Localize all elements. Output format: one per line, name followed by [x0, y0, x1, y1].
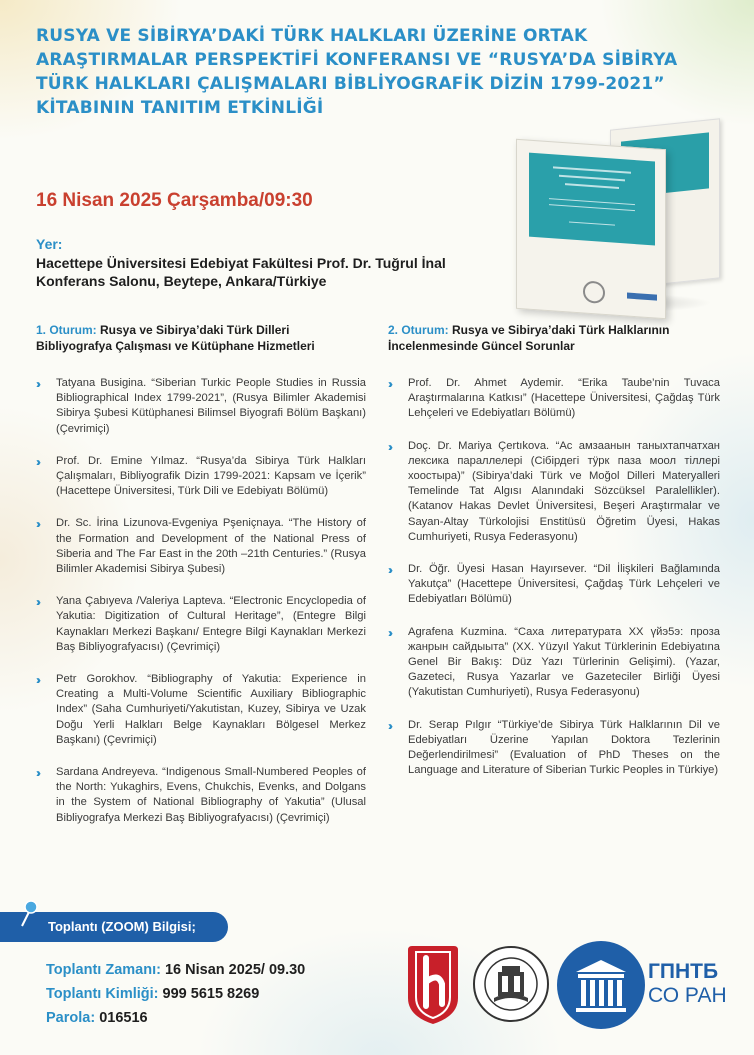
- list-item: ›› Doç. Dr. Mariya Çertıkova. “Ас амзаанын таныхтапчатхан лексика параллелерi (Сiбiрдегi тӱрк паза моол тiллерi хоостыра)” (Sibirya’daki Türk ve Moğol Dilleri Materyalleri Temelinde Tat Algısı Alanındaki Sözcüksel Paralellikler). (Katanov Hakas Devlet Üniversitesi, Beşeri Araştırmalar ve Sayan-Altay Türkolojisi Enstitüsü Öğretim Üyesi, Hakas Cumhuriyeti, Rusya Federasyonu): [388, 439, 720, 543]
- session-1: [36, 322, 366, 843]
- session-1-title: Rusya ve Sibirya’daki Türk Dilleri Bibliyografya Çalışması ve Kütüphane Hizmetleri: [36, 323, 315, 353]
- gpntb-line-1: ГПНТБ: [648, 960, 719, 983]
- meeting-id-label: Toplantı Kimliği:: [46, 986, 159, 1002]
- pushpin-icon: [18, 900, 40, 928]
- event-date: 16 Nisan 2025 Çarşamba/09:30: [36, 190, 313, 211]
- list-item: ›› Dr. Sc. İrina Lizunova-Evgeniya Pşeniçnaya. “The History of the Formation and Development of the National Press of Siberia and The Far East in the 20th –21th Centuries.” (Rusya Bilimler Akademisi Sibirya Şubesi): [36, 517, 366, 576]
- gpntb-line-2: СО РАН: [648, 984, 727, 1007]
- hacettepe-logo: [404, 942, 462, 1026]
- list-item: ›› Tatyana Busigina. “Siberian Turkic People Studies in Russia Bibliographical Index 1799-2021”, (Rusya Bilimler Akademisi Sibirya Şubesi Kütüphanesi Bilimsel Biyografi Bölüm Başkanı) (Çevrimiçi): [36, 377, 366, 435]
- list-item: ›› Prof. Dr. Emine Yılmaz. “Rusya’da Sibirya Türk Halkları Çalışmaları, Bibliyografik Dizin 1799-2021: Kapsam ve İçerik” (Hacettepe Üniversitesi, Türk Dili ve Edebiyatı Bölümü): [36, 454, 366, 498]
- chevron-right-icon: ››: [388, 377, 390, 391]
- session-2-heading: [388, 322, 720, 354]
- list-item: ›› Petr Gorokhov. “Bibliography of Yakutia: Experience in Creating a Multi-Volume Scientific Auxiliary Bibliographic Index” (Saha Cumhuriyeti/Yakutistan, Kuzey, Sibirya ve Uzak Doğu Yerli Halkları Belge Kaynakları Bölgesel Merkez Başkanı) (Çevrimiçi): [36, 673, 366, 746]
- session-2-label: 2. Oturum:: [388, 323, 449, 337]
- chevron-right-icon: ››: [36, 454, 38, 469]
- chevron-right-icon: ››: [388, 625, 390, 640]
- chevron-right-icon: ››: [36, 595, 38, 610]
- chevron-right-icon: ››: [36, 766, 38, 781]
- meeting-time-label: Toplantı Zamanı:: [46, 962, 161, 978]
- list-item: ›› Agrafena Kuzmina. “Саха литературата XX үйэ5э: проза жанрын сайдыыта” (XX. Yüzyıl Yakut Türklerinin Edebiyatına Genel Bir Bakış: Düz Yazı Türlerinin Gelişimi). (Yazar, Gazeteci, Rusya Yazarlar ve Gazeteciler Birliği Üyesi (Yakutistan Cumhuriyeti), Rusya Federasyonu): [388, 625, 720, 699]
- list-item: ›› Sardana Andreyeva. “Indigenous Small-Numbered Peoples of the North: Yukaghirs, Evens, Chukchis, Evenks, and Dolgans in the System of National Bibliography of Yakutia” (Ulusal Bibliyografya Merkezi Baş Bibliyografyacısı) (Çevrimiçi): [36, 766, 366, 824]
- session-2-title: Rusya ve Sibirya’daki Türk Halklarının İncelenmesinde Güncel Sorunlar: [388, 323, 670, 353]
- meeting-id-value: 999 5615 8269: [162, 986, 260, 1002]
- chevron-right-icon: ››: [36, 377, 38, 391]
- list-item: ›› Dr. Öğr. Üyesi Hasan Hayırsever. “Dil İlişkileri Bağlamında Yakutça” (Hacettepe Üniversitesi, Çağdaş Türk Lehçeleri ve Edebiyatları Bölümü): [388, 563, 720, 606]
- gpntb-logo: [556, 940, 646, 1030]
- chevron-right-icon: ››: [388, 439, 390, 454]
- session-1-heading: [36, 322, 366, 354]
- session-2: [388, 322, 720, 795]
- chevron-right-icon: ››: [388, 718, 390, 733]
- venue: Hacettepe Üniversitesi Edebiyat Fakültesi Prof. Dr. Tuğrul İnal Konferans Salonu, Beytepe, Ankara/Türkiye: [36, 255, 446, 289]
- list-item: ›› Dr. Serap Pılgır “Türkiye’de Sibirya Türk Halklarının Dil ve Edebiyatları Üzerine Yapılan Doktora Tezlerinin Değerlendirilmesi” (Evaluation of PhD Theses on the Language and Literature of Siberian Turkic Peoples in Türkiye): [388, 718, 720, 777]
- list-item: ›› Yana Çabıyeva /Valeriya Lapteva. “Electronic Encyclopedia of Yakutia: Digitization of Cultural Heritage”, (Entegre Bilgi Kaynakları Merkezi Başkanı/ Entegre Bilgi Kaynakları Merkezi Baş Bibliyografyacısı) (Çevrimiçi): [36, 595, 366, 653]
- meeting-time-value: 16 Nisan 2025/ 09.30: [164, 962, 306, 978]
- zoom-header: Toplantı (ZOOM) Bilgisi;: [48, 919, 196, 934]
- meeting-password: [46, 1010, 148, 1026]
- venue-label: Yer:: [36, 236, 63, 252]
- event-title: RUSYA VE SİBİRYA’DAKİ TÜRK HALKLARI ÜZERİNE ORTAK ARAŞTIRMALAR PERSPEKTİFİ KONFERANSI VE “RUSYA’DA SİBİRYA TÜRK HALKLARI ÇALIŞMALARI BİBLİYOGRAFİK DİZİN 1799-2021” KİTABININ TANITIM ETKİNLİĞİ: [36, 26, 678, 118]
- chevron-right-icon: ››: [36, 673, 38, 688]
- book-cover-image: [502, 118, 728, 318]
- list-item: ›› Prof. Dr. Ahmet Aydemir. “Erika Taube’nin Tuvaca Araştırmalarına Katkısı” (Hacettepe Üniversitesi, Çağdaş Türk Lehçeleri ve Edebiyatları Bölümü): [388, 377, 720, 420]
- chevron-right-icon: ››: [36, 517, 38, 532]
- gpntb-wordmark: [648, 960, 728, 1008]
- meeting-password-label: Parola:: [46, 1010, 96, 1026]
- turktav-logo: [472, 942, 550, 1026]
- meeting-password-value: 016516: [99, 1010, 148, 1026]
- chevron-right-icon: ››: [388, 563, 390, 578]
- meeting-time: [46, 962, 305, 978]
- session-1-label: 1. Oturum:: [36, 323, 97, 337]
- meeting-id: [46, 986, 259, 1002]
